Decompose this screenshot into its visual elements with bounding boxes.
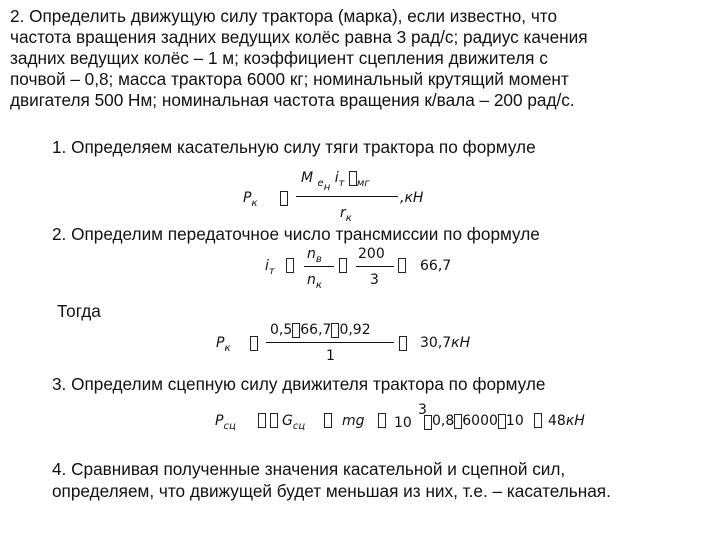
f4-mg: mg: [342, 413, 365, 429]
f1-unit: ,кН: [400, 190, 424, 206]
f1-lhs: $P_к$: [243, 190, 258, 209]
f1-denominator: $r_к$: [340, 205, 352, 224]
step-3-text: 3. Определим сцепную силу движителя трактора по формуле: [52, 374, 546, 394]
missing-glyph-icon: [280, 191, 288, 206]
missing-glyph-icon: [399, 336, 407, 351]
problem-line: почвой – 0,8; масса трактора 6000 кг; номинальный крутящий момент: [10, 69, 569, 89]
missing-glyph-icon: [270, 413, 278, 428]
missing-glyph-icon: [534, 413, 542, 428]
f2-denominator: $n_к$: [307, 272, 322, 291]
f4-exponent: 3: [418, 402, 427, 418]
problem-line: двигателя 500 Нм; номинальная частота вращения к/вала – 200 рад/с.: [10, 90, 575, 110]
f2-numerator: $n_в$: [307, 246, 322, 265]
f2-fraction-bar: [304, 266, 334, 267]
problem-line: частота вращения задних ведущих колёс равна 3 рад/с; радиус качения: [10, 27, 588, 47]
missing-glyph-icon: [398, 258, 406, 273]
problem-line: 2. Определить движущую силу трактора (марка), если известно, что: [10, 6, 558, 26]
missing-glyph-icon: [324, 413, 332, 428]
f3-lhs: $P_к$: [216, 335, 231, 354]
missing-glyph-icon: [339, 258, 347, 273]
step-4-line-2: определяем, что движущей будет меньшая из них, т.е. – касательная.: [52, 481, 611, 501]
step-1-text: 1. Определяем касательную силу тяги трактора по формуле: [52, 137, 536, 157]
then-label: Тогда: [57, 301, 101, 321]
f2-denominator-value: 3: [370, 272, 379, 288]
missing-glyph-icon: [258, 413, 266, 428]
missing-glyph-icon: [424, 415, 432, 430]
f3-numerator: 0,5 66,7 0,92: [270, 322, 371, 338]
f2-numerator-value: 200: [358, 246, 385, 262]
problem-line: задних ведущих колёс – 1 м; коэффициент сцепления движителя с: [10, 48, 548, 68]
f1-numerator: M $_{eн}$ $i_т$ $_{мг}$: [301, 170, 370, 193]
f2-fraction-bar-value: [356, 266, 394, 267]
missing-glyph-icon: [378, 413, 386, 428]
f4-lhs: $P_{сц}$: [215, 413, 236, 432]
f1-fraction-bar: [296, 196, 398, 197]
f4-values: 0,8 6000 10: [432, 413, 524, 429]
step-2-text: 2. Определим передаточное число трансмиссии по формуле: [52, 224, 540, 244]
f3-fraction-bar: [266, 342, 394, 343]
missing-glyph-icon: [250, 336, 258, 351]
missing-glyph-icon: [286, 258, 294, 273]
f2-lhs: $i_т$: [265, 258, 275, 277]
f2-result: 66,7: [420, 258, 452, 274]
f4-ten: 10: [394, 415, 412, 431]
f3-denominator: 1: [326, 348, 335, 364]
f4-result: 48кН: [548, 413, 585, 429]
f4-g: $G_{сц}$: [282, 413, 306, 432]
step-4-line-1: 4. Сравнивая полученные значения касательной и сцепной сил,: [52, 459, 566, 479]
problem-statement: [10, 6, 588, 111]
f3-result: 30,7кН: [420, 335, 471, 351]
